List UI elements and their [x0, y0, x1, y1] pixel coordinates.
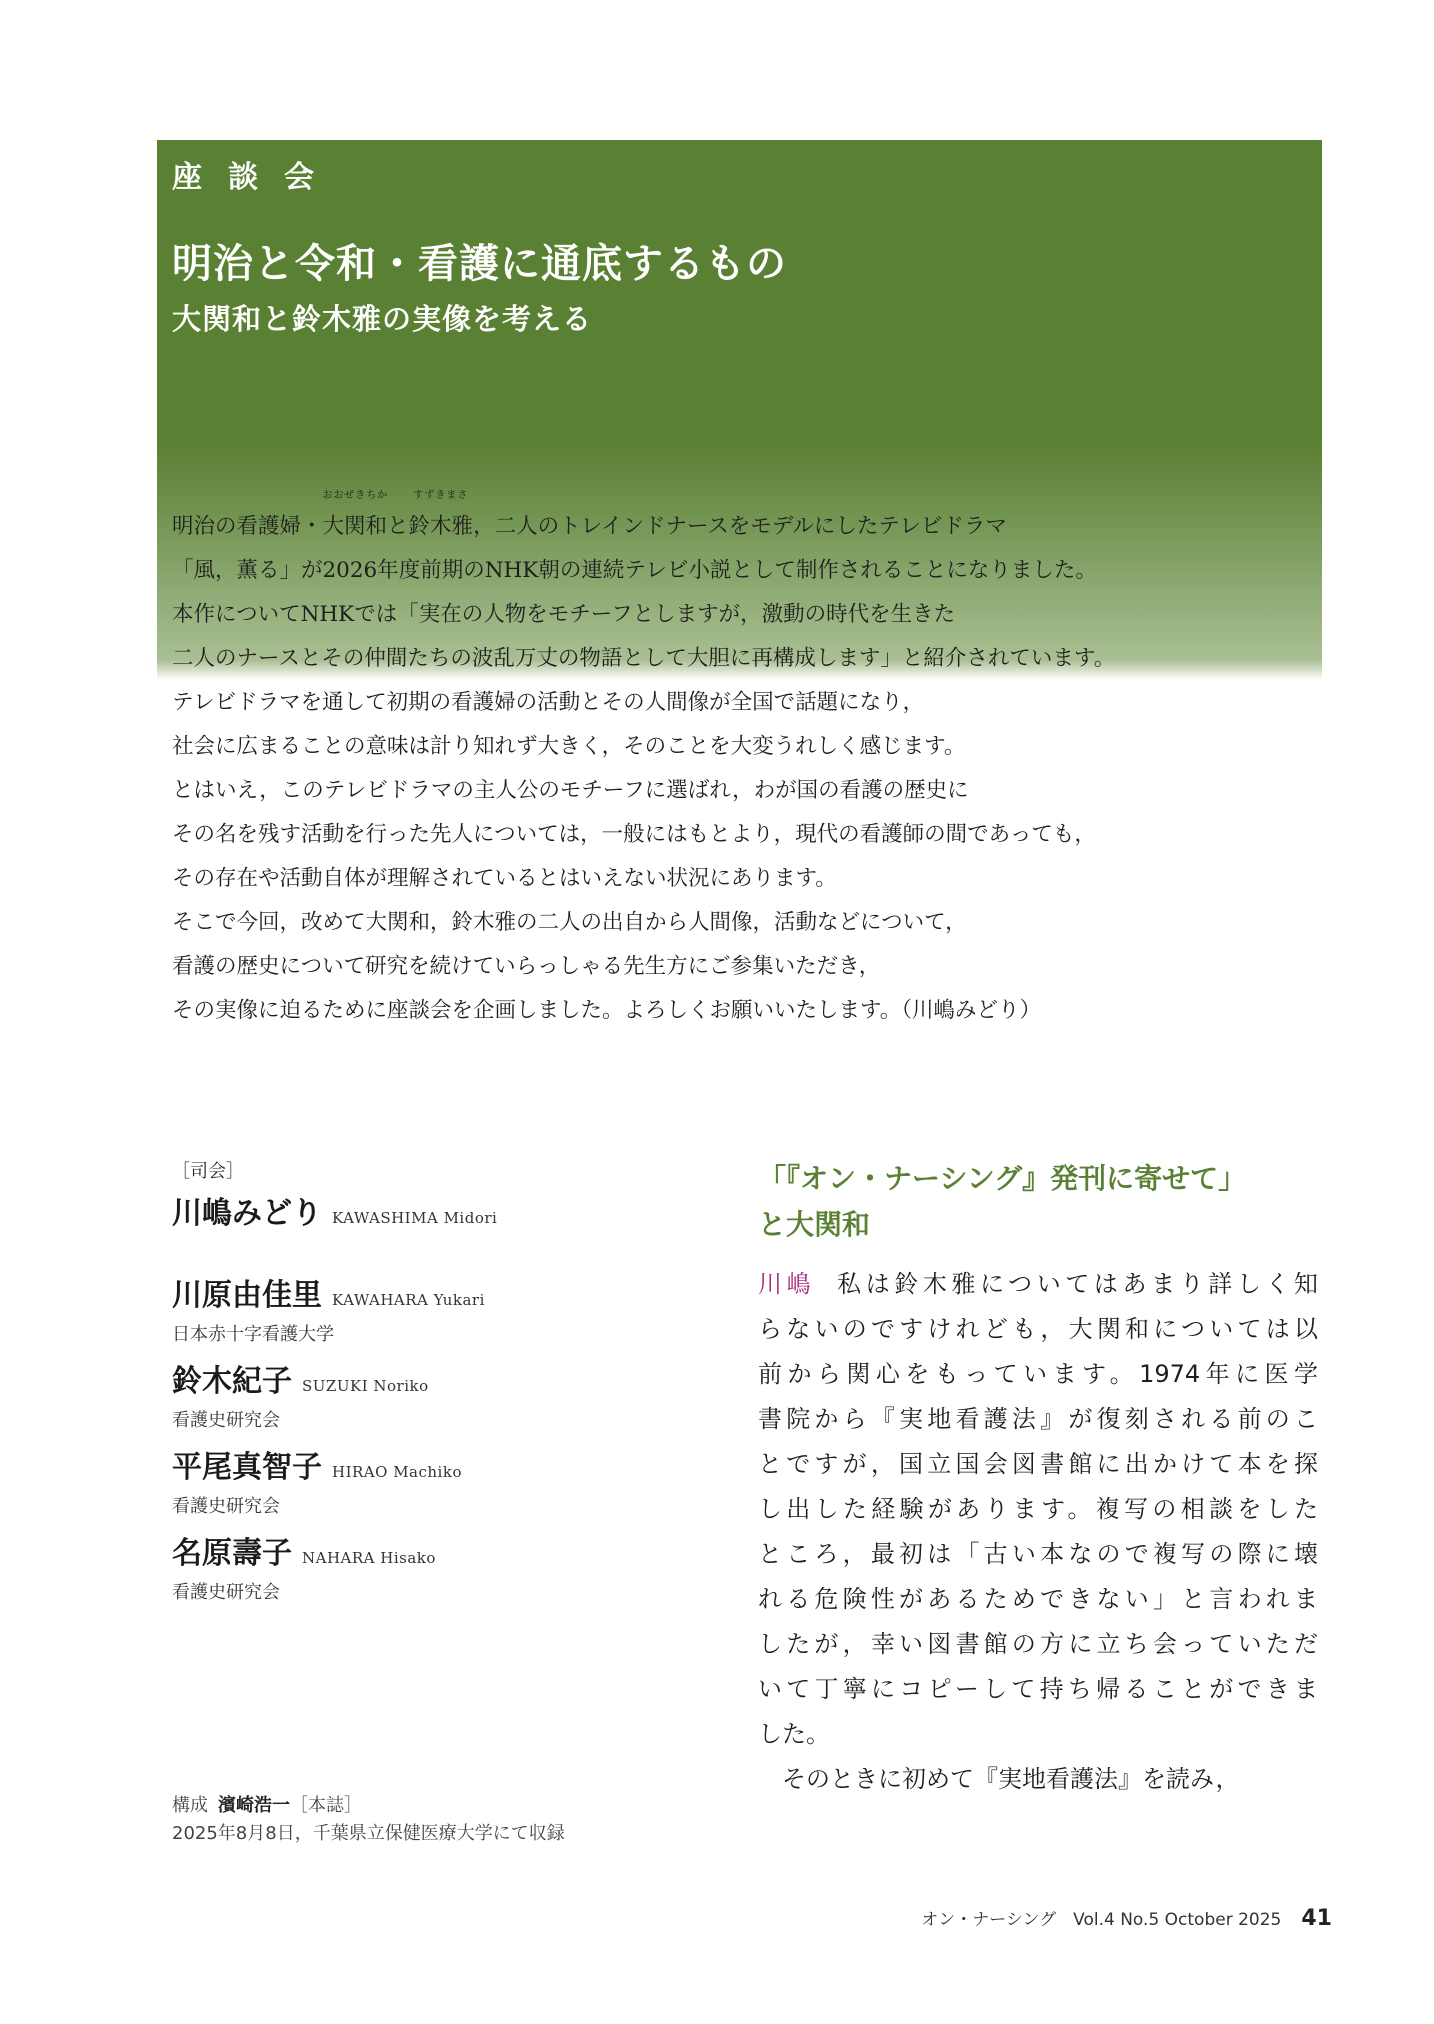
article-subtitle: 大関和と鈴木雅の実像を考える	[172, 302, 593, 336]
intro-line: その実像に迫るために座談会を企画しました。よろしくお願いいたします。（川嶋みどり）	[172, 998, 1042, 1023]
section-title-line: と大関和	[758, 1208, 871, 1241]
participant	[172, 1356, 429, 1432]
body-line: とですが，国立国会図書館に出かけて本を探	[758, 1450, 1318, 1478]
body-line: 川嶋 私は鈴木雅についてはあまり詳しく知	[758, 1270, 1318, 1298]
body-line: れる危険性があるためできない」と言われま	[758, 1585, 1318, 1613]
ruby-suzuki-masa: すずきまさ 鈴木雅	[408, 490, 474, 539]
intro-line: テレビドラマを通して初期の看護婦の活動とその人間像が全国で話題になり，	[172, 690, 925, 715]
body-line: した。	[758, 1720, 830, 1748]
intro-line: 看護の歴史について研究を続けていらっしゃる先生方にご参集いただき，	[172, 954, 881, 979]
person-roman-name: SUZUKI Noriko	[302, 1377, 429, 1395]
person-roman-name: KAWAHARA Yukari	[332, 1291, 485, 1309]
section-title-line: 「『オン・ナーシング』発刊に寄せて」	[758, 1162, 1247, 1195]
intro-line: 明治の看護婦・ おおぜきちか 大関和と すずきまさ 鈴木雅，二人のトレインドナースをモデルにしたテレビドラマ	[172, 505, 1332, 549]
speaker-label: 川嶋	[758, 1270, 816, 1298]
moderator-label: ［司会］	[172, 1161, 244, 1182]
person-name: 名原壽子	[172, 1536, 292, 1571]
body-line: いて丁寧にコピーして持ち帰ることができま	[758, 1675, 1318, 1703]
section-title	[758, 1156, 1246, 1248]
intro-line: その名を残す活動を行った先人については，一般にはもとより，現代の看護師の間であっても，	[172, 822, 1096, 847]
section-label: 座談会	[172, 160, 340, 195]
person-roman-name: KAWASHIMA Midori	[332, 1209, 498, 1227]
body-line: 書院から『実地看護法』が復刻される前のこ	[758, 1405, 1318, 1433]
participant	[172, 1528, 436, 1604]
body-line: そのときに初めて『実地看護法』を読み，	[758, 1765, 1240, 1793]
credits	[172, 1792, 565, 1848]
body-line: したが，幸い図書館の方に立ち会っていただ	[758, 1630, 1318, 1658]
credits-editor-affiliation: ［本誌］	[290, 1795, 362, 1816]
credits-date-place: 2025年8月8日，千葉県立保健医療大学にて収録	[172, 1823, 565, 1844]
person-affiliation: 看護史研究会	[172, 1410, 280, 1431]
intro-line: 「風，薫る」が2026年度前期のNHK朝の連続テレビ小説として制作されることになりました。	[172, 558, 1097, 583]
credits-label: 構成	[172, 1795, 208, 1816]
body-column	[758, 1262, 1318, 1802]
ruby-okoshi-chika: おおぜきちか 大関和	[322, 490, 389, 539]
participant	[172, 1270, 485, 1346]
page-footer	[921, 1905, 1332, 1931]
credits-editor-name: 濱崎浩一	[218, 1795, 290, 1816]
intro-line: 本作についてNHKでは「実在の人物をモチーフとしますが，激動の時代を生きた	[172, 602, 956, 627]
intro-line: その存在や活動自体が理解されているとはいえない状況にあります。	[172, 866, 837, 891]
journal-info: オン・ナーシング Vol.4 No.5 October 2025	[921, 1910, 1282, 1930]
intro-line: 二人のナースとその仲間たちの波乱万丈の物語として大胆に再構成します」と紹介されています。	[172, 646, 1116, 671]
participant	[172, 1442, 462, 1518]
person-roman-name: NAHARA Hisako	[302, 1549, 436, 1567]
body-line: ところ，最初は「古い本なので複写の際に壊	[758, 1540, 1318, 1568]
article-title: 明治と令和・看護に通底するもの	[172, 241, 787, 287]
person-affiliation: 看護史研究会	[172, 1582, 280, 1603]
page-number: 41	[1301, 1906, 1332, 1931]
person-name: 川嶋みどり	[172, 1196, 322, 1231]
person-roman-name: HIRAO Machiko	[332, 1463, 462, 1481]
person-affiliation: 看護史研究会	[172, 1496, 280, 1517]
intro-line: そこで今回，改めて大関和，鈴木雅の二人の出自から人間像，活動などについて，	[172, 910, 967, 935]
body-line: し出した経験があります。複写の相談をした	[758, 1495, 1318, 1523]
intro-paragraph	[172, 490, 1332, 1033]
credits-editor-row	[172, 1792, 565, 1820]
person-name: 鈴木紀子	[172, 1364, 292, 1399]
person-name: 川原由佳里	[172, 1278, 322, 1313]
intro-line: とはいえ，このテレビドラマの主人公のモチーフに選ばれ，わが国の看護の歴史に	[172, 778, 969, 803]
person-name: 平尾真智子	[172, 1450, 322, 1485]
person-affiliation: 日本赤十字看護大学	[172, 1324, 334, 1345]
moderator	[172, 1188, 497, 1232]
body-line: らないのですけれども，大関和については以	[758, 1315, 1318, 1343]
body-line: 前から関心をもっています。1974年に医学	[758, 1360, 1318, 1388]
intro-line: 社会に広まることの意味は計り知れず大きく，そのことを大変うれしく感じます。	[172, 734, 966, 759]
